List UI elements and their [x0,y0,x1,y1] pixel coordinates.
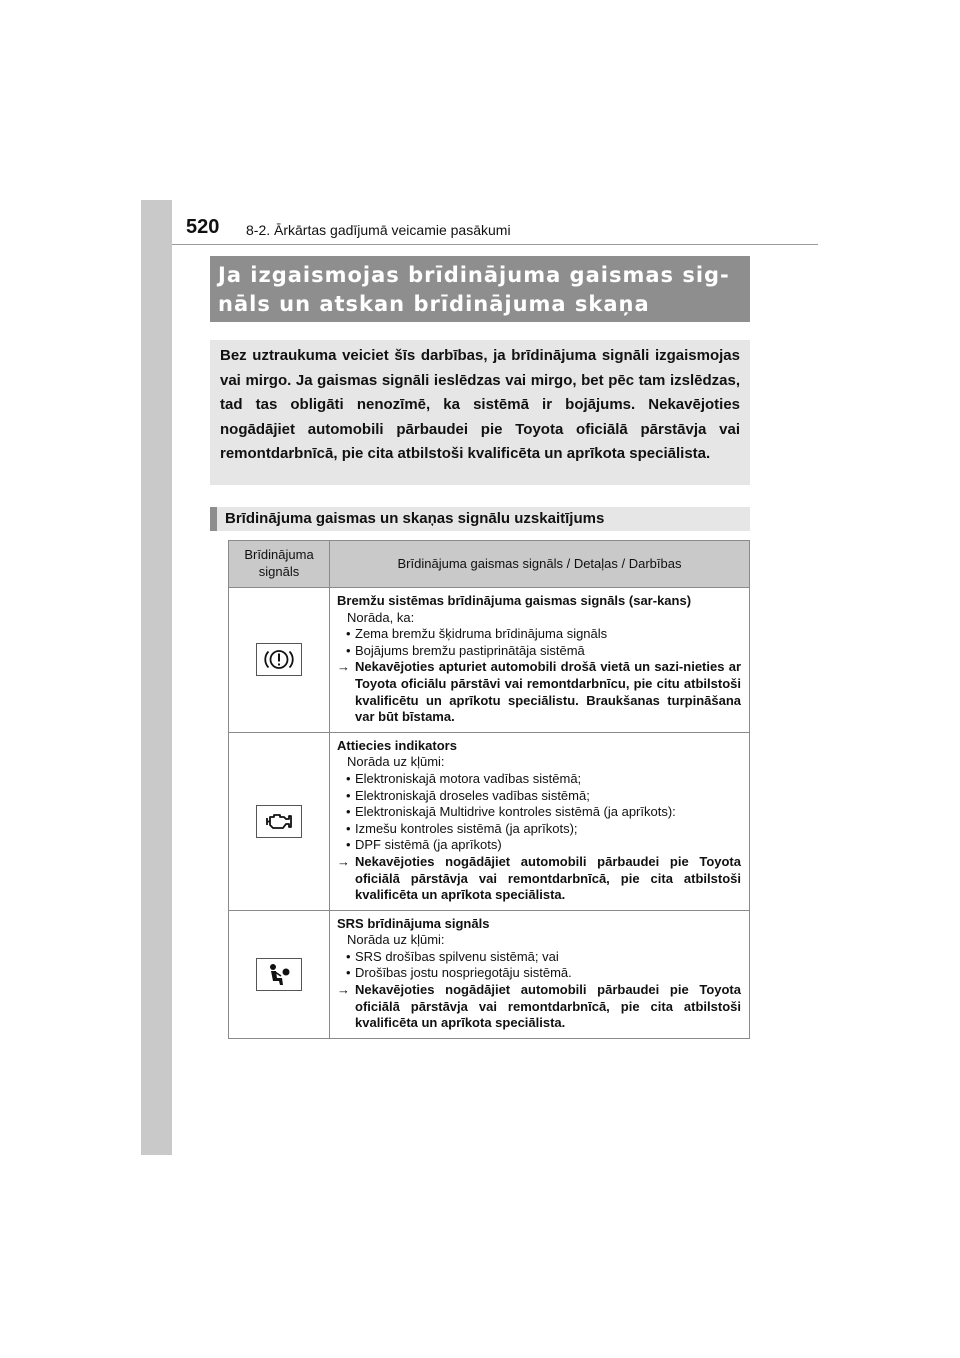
icon-cell [229,910,330,1038]
list-item: • Elektroniskajā droseles vadības sistēmā; [337,788,741,805]
header-signal: Brīdinājuma signāls [229,541,330,588]
list-item: • Elektroniskajā Multidrive kontroles sistēmā (ja aprīkots): [337,804,741,821]
warning-sub: Norāda uz kļūmi: [347,932,445,948]
warning-action: → Nekavējoties nogādājiet automobili pārbaudei pie Toyota oficiālā pārstāvja vai remontdarbnīcā, pie cita atbilstoši kvalificēta un aprīkota speciālista. [337,853,741,903]
warning-title: Attiecies indikators [337,737,457,753]
warning-sub: Norāda uz kļūmi: [347,754,445,770]
table-row [229,910,750,1038]
warning-action: → Nekavējoties nogādājiet automobili pārbaudei pie Toyota oficiālā pārstāvja vai remontdarbnīcā, pie cita atbilstoši kvalificēta un aprīkota speciālista. [337,982,741,1031]
list-item: • Drošības jostu nospriegotāju sistēmā. [337,965,741,982]
header-divider [172,244,818,245]
list-item: • Elektroniskajā motora vadības sistēmā; [337,771,741,788]
warning-title: Bremžu sistēmas brīdinājuma gaismas signāls (sar-kans) [337,593,692,608]
side-tab [141,200,172,1155]
detail-cell [330,732,750,910]
list-item: • Zema bremžu šķidruma brīdinājuma signāls [337,626,741,643]
chapter-title: 8-2. Ārkārtas gadījumā veicamie pasākumi [246,222,511,238]
arrow-icon: → [337,659,350,675]
detail-cell [330,588,750,733]
subsection-heading: Brīdinājuma gaismas un skaņas signālu uzskaitījums [210,507,750,531]
intro-paragraph: Bez uztraukuma veiciet šīs darbības, ja brīdinājuma signāli izgaismojas vai mirgo. Ja gaismas signāli ieslēdzas vai mirgo, bet pēc tam izslēdzas, tad tas obligāti nenozīmē, ka sistēmā ir bojājums. Nekavējoties nogādājiet automobili pārbaudei pie Toyota oficiālā pārstāvja vai remontdarbnīcā, pie cita atbilstoši kvalificēta un aprīkota speciālista. [210,340,750,485]
list-item: • Bojājums bremžu pastiprinātāja sistēmā [337,643,741,660]
list-item: • SRS drošības spilvenu sistēmā; vai [337,949,741,966]
list-item: • Izmešu kontroles sistēmā (ja aprīkots); [337,821,741,838]
warning-sub: Norāda, ka: [347,609,415,625]
table-row [229,732,750,910]
title-line-1: Ja izgaismojas brīdinājuma gaismas sig- [218,263,730,287]
srs-airbag-icon [256,958,302,991]
list-item: • DPF sistēmā (ja aprīkots) [337,837,741,854]
brake-warning-icon [256,643,302,676]
title-line-2: nāls un atskan brīdinājuma skaņa [218,292,650,316]
engine-check-icon [256,805,302,838]
warning-action: → Nekavējoties apturiet automobili drošā vietā un sazi-nieties ar Toyota oficiālu pārstāvi vai remontdarbnīcu, pie citu atbilstoši kvalificētu un aprīkotu speciālistu. Braukšanas turpināšana var būt bīstama. [337,659,741,725]
page-number: 520 [186,216,220,238]
icon-cell [229,732,330,910]
arrow-icon: → [337,982,350,998]
header-details: Brīdinājuma gaismas signāls / Detaļas / Darbības [330,541,750,588]
warning-table [228,540,750,1039]
detail-cell [330,910,750,1038]
section-title-banner [210,256,750,322]
icon-cell [229,588,330,733]
table-header-row [229,541,750,588]
arrow-icon: → [337,853,350,869]
table-row [229,588,750,733]
warning-title: SRS brīdinājuma signāls [337,915,490,931]
